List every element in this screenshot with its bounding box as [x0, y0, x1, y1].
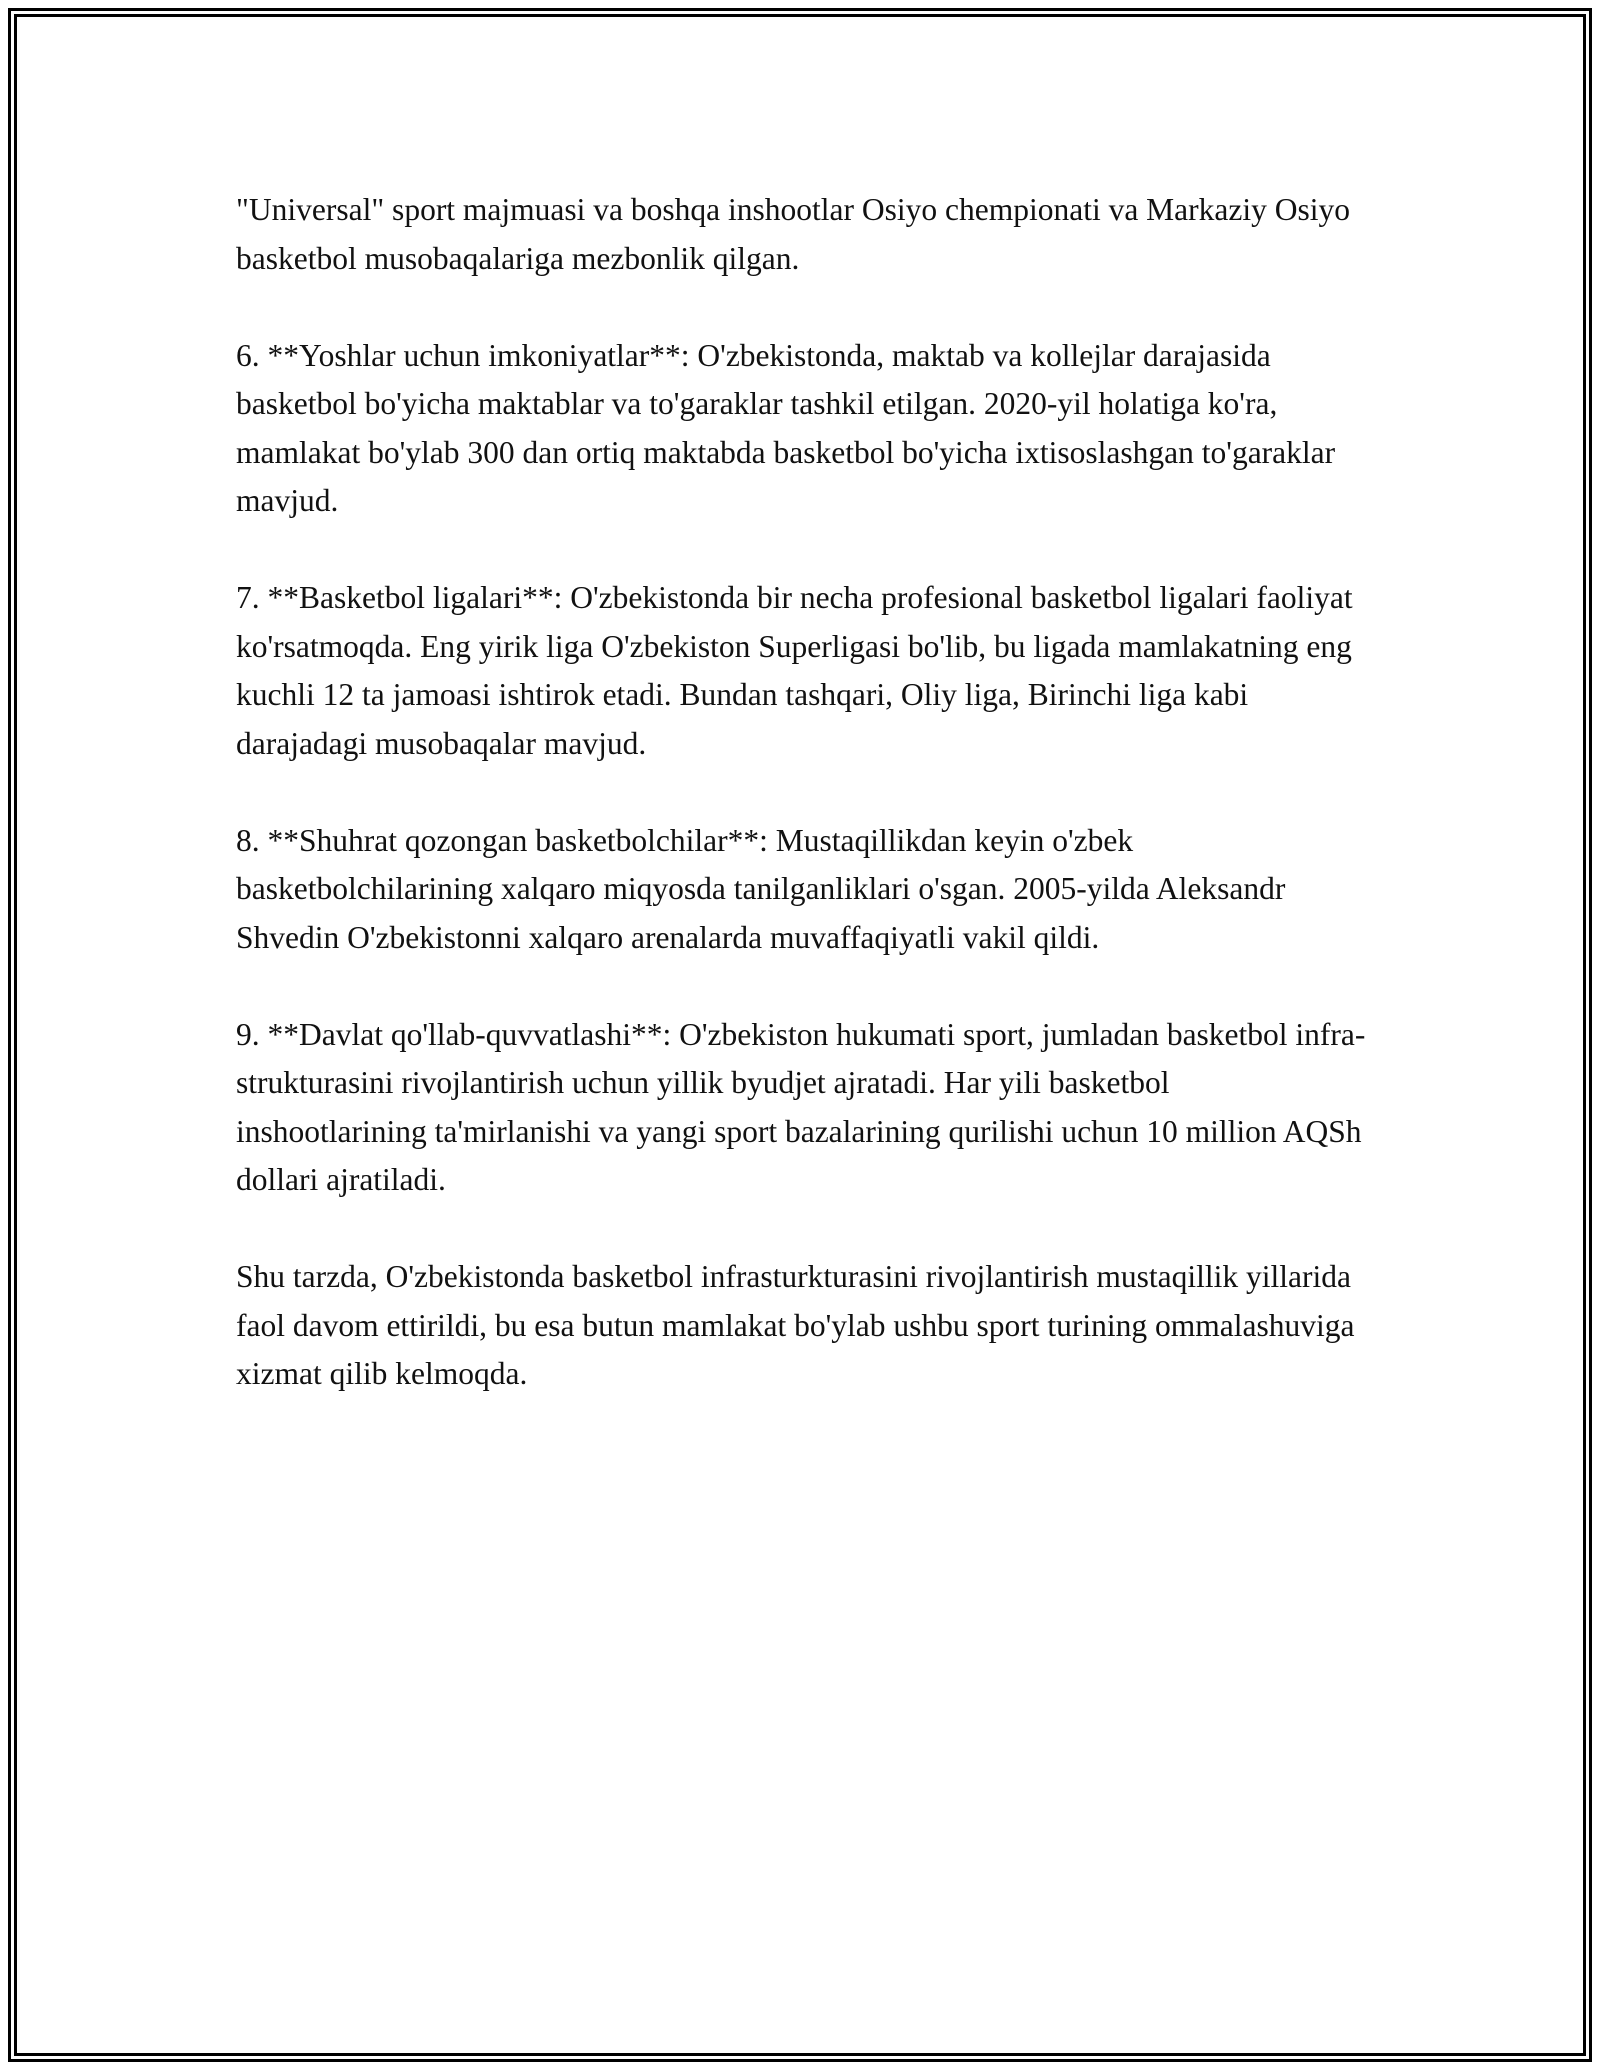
paragraph-intro: "Universal" sport majmuasi va boshqa inshootlar Osiyo chempionati va Markaziy Osiyo basketbol musobaqalariga mezbonlik qilgan.: [236, 192, 1351, 276]
paragraph-item-7: 7. **Basketbol ligalari**: O'zbekistonda bir necha profesional basketbol ligalari faoliyat ko'rsatmoqda. Eng yirik liga O'zbekiston Superligasi bo'lib, bu ligada mamlakatning eng kuchli 12 ta jamoasi ishtirok etadi. Bundan tashqari, Oliy liga, Birinchi liga kabi darajadagi musobaqalar mavjud.: [236, 580, 1353, 761]
document-body: [236, 186, 1366, 1447]
paragraph-item-6: 6. **Yoshlar uchun imkoniyatlar**: O'zbekistonda, maktab va kollejlar darajasida basketbol bo'yicha maktablar va to'garaklar tashkil etilgan. 2020-yil holatiga ko'ra, mamlakat bo'ylab 300 dan ortiq maktabda basketbol bo'yicha ixtisoslashgan to'garaklar mavjud.: [236, 337, 1336, 518]
paragraph-conclusion: Shu tarzda, O'zbekistonda basketbol infrasturkturasini rivojlantirish mustaqillik yillarida faol davom ettirildi, bu esa butun mamlakat bo'ylab ushbu sport turining ommalashuviga xizmat qilib kelmoqda.: [236, 1259, 1355, 1391]
paragraph-item-8: 8. **Shuhrat qozongan basketbolchilar**: Mustaqillikdan keyin o'zbek basketbolchilarining xalqaro miqyosda tanilganliklari o'sgan. 2005-yilda Aleksandr Shvedin O'zbekistonni xalqaro arenalarda muvaffaqiyatli vakil qildi.: [236, 822, 1286, 955]
paragraph-item-9: 9. **Davlat qo'llab-quvvatlashi**: O'zbekiston hukumati sport, jumladan basketbol infra-strukturasini rivojlantirish uchun yillik byudjet ajratadi. Har yili basketbol inshootlarining ta'mirlanishi va yangi sport bazalarining qurilishi uchun 10 million AQSh dollari ajratiladi.: [236, 1016, 1366, 1197]
